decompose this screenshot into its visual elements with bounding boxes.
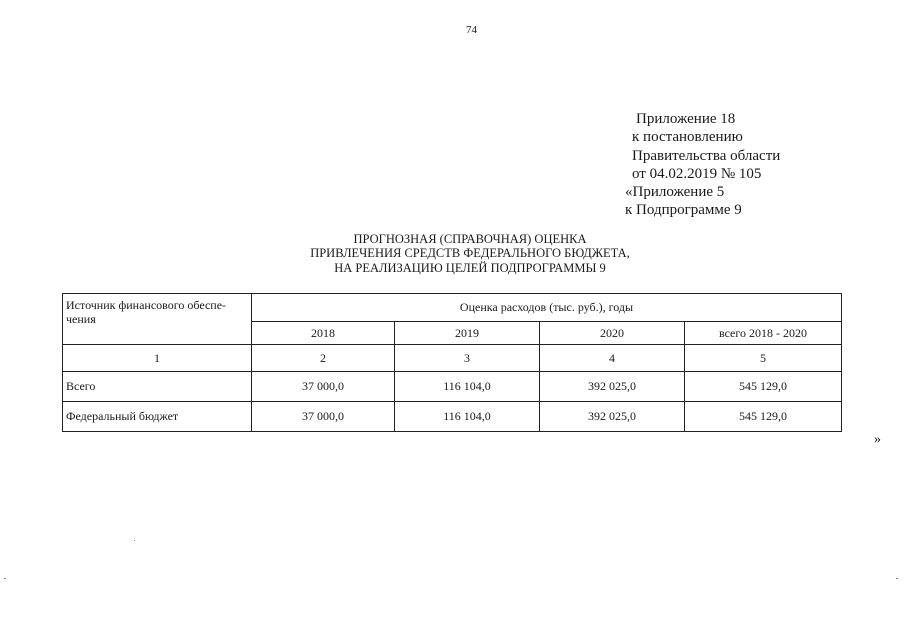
table-cell: 37 000,0: [252, 402, 395, 432]
appendix-line: к постановлению: [632, 129, 743, 146]
row-label: Федеральный бюджет: [63, 402, 252, 432]
column-number: 3: [395, 345, 540, 372]
appendix-line: от 04.02.2019 № 105: [632, 165, 762, 182]
scan-speck: [4, 578, 6, 579]
total-header: всего 2018 - 2020: [685, 322, 842, 345]
column-number: 2: [252, 345, 395, 372]
column-number-row: [63, 345, 842, 372]
column-number: 4: [540, 345, 685, 372]
page-number: 74: [466, 24, 477, 36]
title-line: ПРИВЛЕЧЕНИЯ СРЕДСТВ ФЕДЕРАЛЬНОГО БЮДЖЕТА,: [310, 246, 630, 261]
source-header: Источник финансового обеспе-чения: [63, 294, 252, 345]
title-line: ПРОГНОЗНАЯ (СПРАВОЧНАЯ) ОЦЕНКА: [353, 232, 587, 246]
table-cell: 392 025,0: [540, 372, 685, 402]
appendix-line: к Подпрограмме 9: [625, 202, 742, 219]
document-title: [250, 232, 690, 275]
column-number: 5: [685, 345, 842, 372]
scan-speck: [896, 578, 898, 579]
column-number: 1: [63, 345, 252, 372]
appendix-line: Приложение 18: [636, 111, 736, 127]
period-header: Оценка расходов (тыс. руб.), годы: [252, 294, 842, 322]
table-cell: 545 129,0: [685, 402, 842, 432]
table-row: [63, 372, 842, 402]
appendix-block: [612, 110, 780, 220]
table-row: [63, 402, 842, 432]
table-cell: 37 000,0: [252, 372, 395, 402]
financing-table: [62, 293, 842, 432]
table-header-row: [63, 294, 842, 322]
year-header: 2019: [395, 322, 540, 345]
scan-speck: [134, 540, 135, 541]
year-header: 2020: [540, 322, 685, 345]
table-cell: 116 104,0: [395, 402, 540, 432]
year-header: 2018: [252, 322, 395, 345]
appendix-line: «Приложение 5: [625, 184, 725, 201]
title-line: НА РЕАЛИЗАЦИЮ ЦЕЛЕЙ ПОДПРОГРАММЫ 9: [334, 260, 606, 275]
closing-quote: »: [874, 432, 881, 447]
row-label: Всего: [63, 372, 252, 402]
table-cell: 545 129,0: [685, 372, 842, 402]
table-cell: 116 104,0: [395, 372, 540, 402]
table-cell: 392 025,0: [540, 402, 685, 432]
appendix-line: Правительства области: [632, 147, 781, 164]
